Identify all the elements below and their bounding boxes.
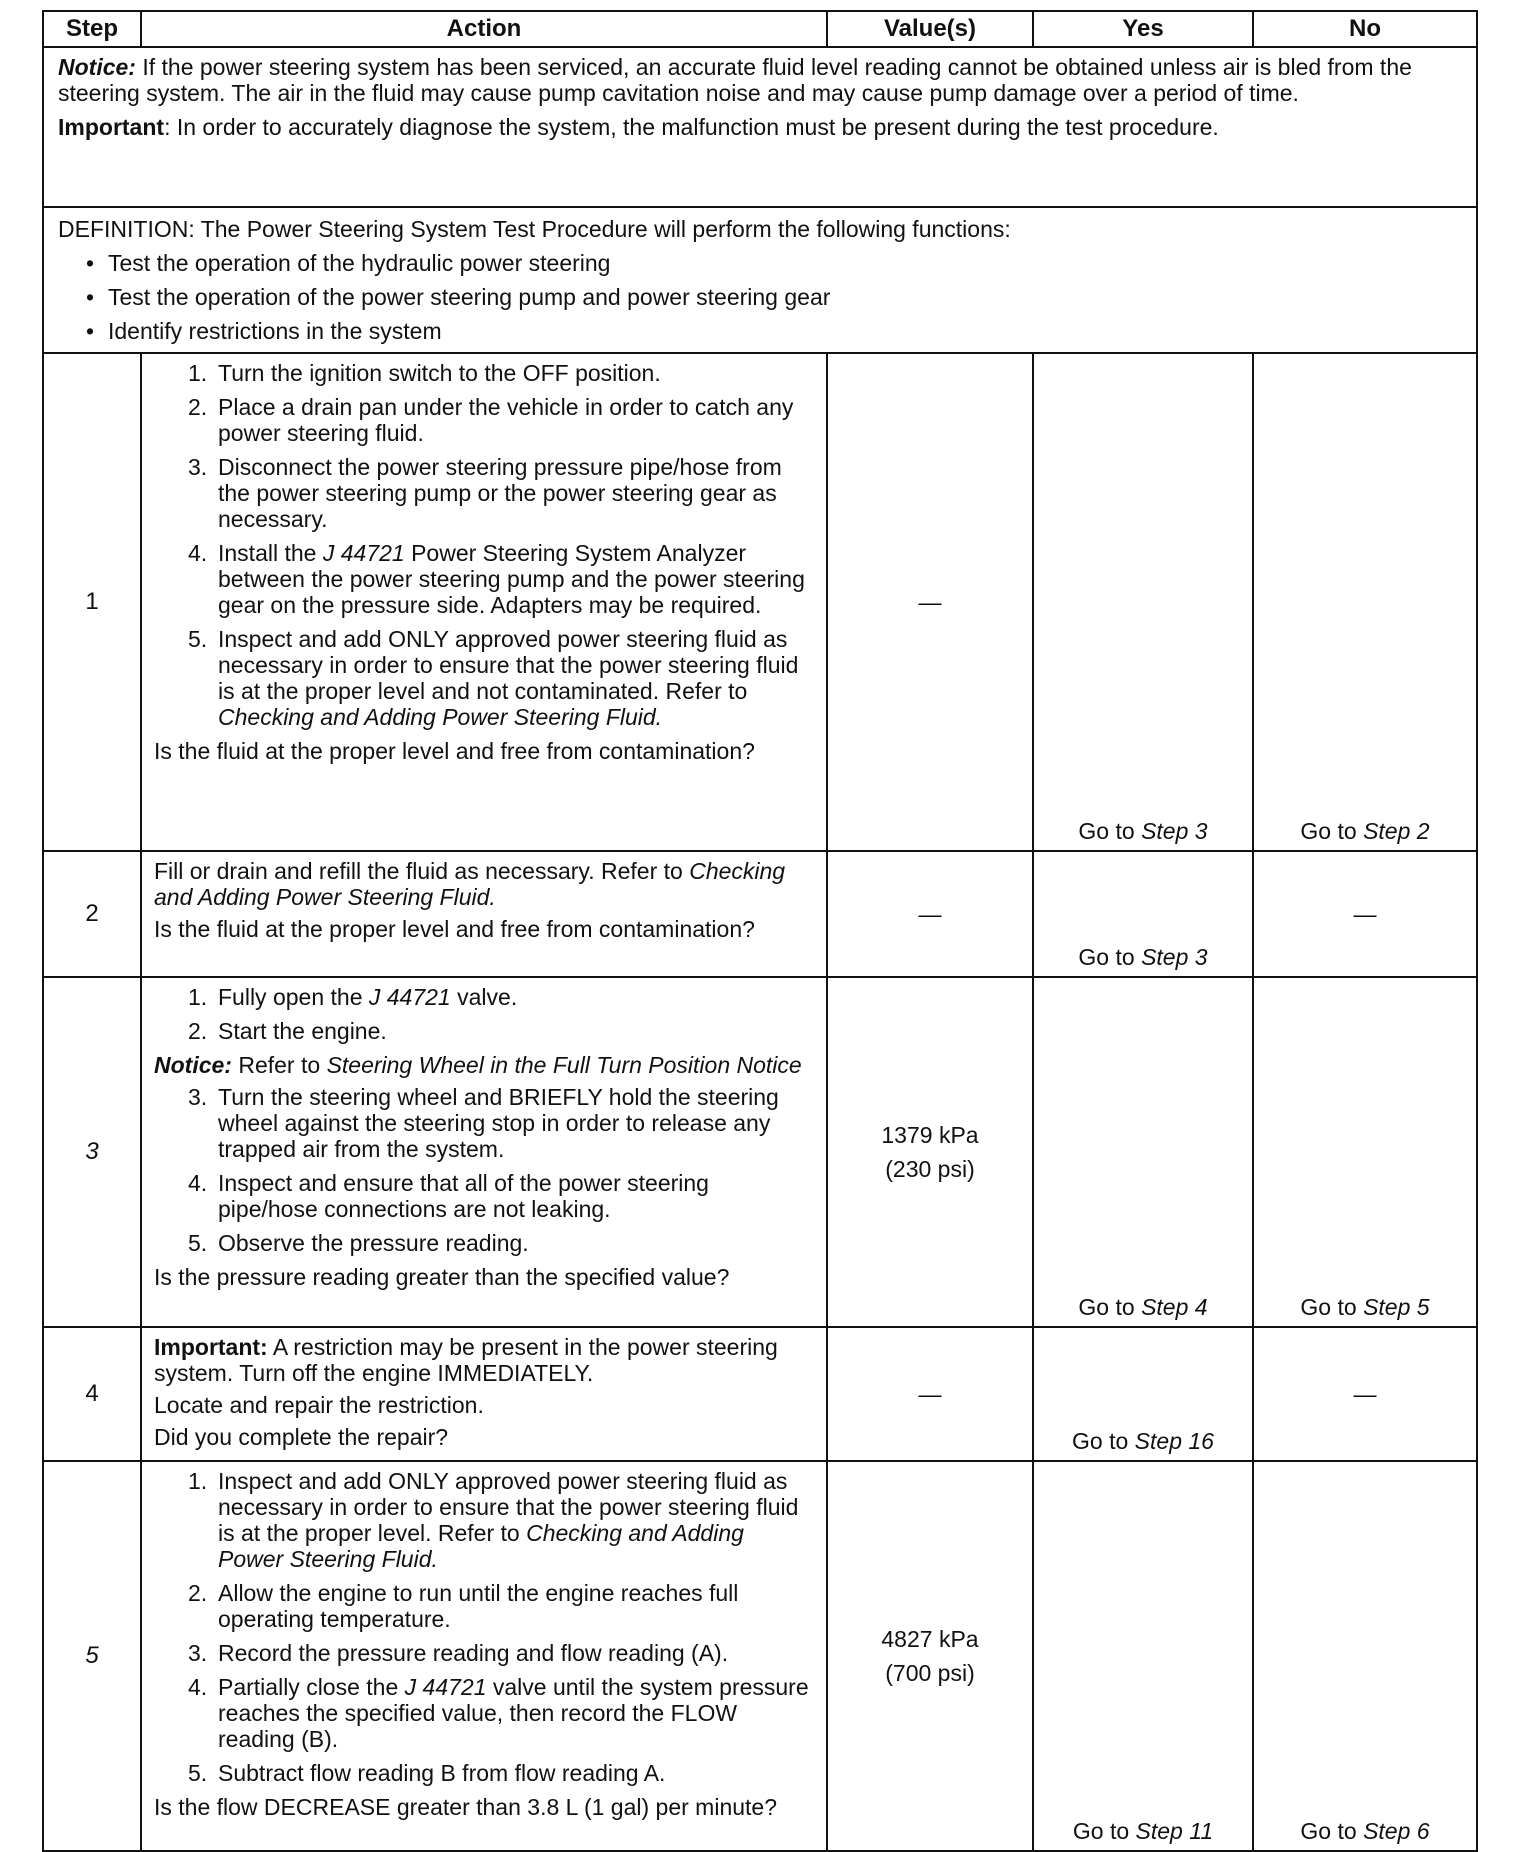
- diagnostic-table: [42, 10, 1478, 1852]
- step-row-2: [43, 851, 1477, 977]
- instruction-item: 3. Disconnect the power steering pressure pipe/hose from the power steering pump or the power steering gear as necessary.: [188, 454, 782, 532]
- yes-step-link[interactable]: Step 11: [1135, 1818, 1214, 1844]
- step-question: Is the pressure reading greater than the specified value?: [154, 1264, 730, 1290]
- step-row-4: [43, 1327, 1477, 1461]
- notice-row: [43, 47, 1477, 207]
- yes-step-link[interactable]: Step 16: [1134, 1428, 1214, 1454]
- step-row-5: [43, 1461, 1477, 1851]
- instruction-item: 1. Turn the ignition switch to the OFF position.: [188, 360, 661, 386]
- instruction-item: 4. Partially close the J 44721 valve until the system pressure reaches the specified value, then record the FLOW reading (B).: [188, 1674, 809, 1752]
- no-step-link[interactable]: Step 6: [1363, 1818, 1430, 1844]
- step-text: Locate and repair the restriction.: [154, 1392, 484, 1418]
- definition-text: DEFINITION: The Power Steering System Test Procedure will perform the following functions:: [58, 216, 1011, 242]
- step-number: 5: [43, 1461, 141, 1851]
- step-action: [141, 1461, 827, 1851]
- notice-paragraph: [58, 54, 1462, 106]
- value-imperial: (230 psi): [885, 1156, 975, 1182]
- procedure-reference: Steering Wheel in the Full Turn Position Notice: [326, 1052, 802, 1078]
- value-metric: 4827 kPa: [881, 1626, 979, 1652]
- step-row-1: [43, 353, 1477, 851]
- procedure-reference: Checking and Adding Power Steering Fluid.: [154, 858, 786, 910]
- header-values: Value(s): [827, 11, 1033, 47]
- step-action: [141, 1327, 827, 1461]
- definition-bullet: • Test the operation of the hydraulic power steering: [86, 250, 1462, 276]
- header-no: No: [1253, 11, 1477, 47]
- step-question: Did you complete the repair?: [154, 1424, 449, 1450]
- yes-step-link[interactable]: Step 4: [1141, 1294, 1208, 1320]
- instruction-list: [188, 1084, 814, 1256]
- step-notice: Notice: Refer to Steering Wheel in the Full Turn Position Notice: [154, 1052, 802, 1078]
- instruction-item: 3. Record the pressure reading and flow reading (A).: [188, 1640, 729, 1666]
- tool-reference: J 44721: [368, 984, 451, 1010]
- instruction-item: 1. Fully open the J 44721 valve.: [188, 984, 518, 1010]
- step-question: Is the flow DECREASE greater than 3.8 L (1 gal) per minute?: [154, 1794, 778, 1820]
- instruction-item: 4. Inspect and ensure that all of the power steering pipe/hose connections are not leaking.: [188, 1170, 709, 1222]
- header-step: Step: [43, 11, 141, 47]
- instruction-item: 5. Observe the pressure reading.: [188, 1230, 529, 1256]
- instruction-item: 1. Inspect and add ONLY approved power steering fluid as necessary in order to ensure that the power steering fluid is at the proper level. Refer to Checking and Adding Power Steering Fluid.: [188, 1468, 799, 1572]
- value-metric: 1379 kPa: [881, 1122, 979, 1148]
- step-action: [141, 977, 827, 1327]
- step-value: —: [827, 1327, 1033, 1461]
- definition-row: [43, 207, 1477, 353]
- notice-cell: [43, 47, 1477, 207]
- step-number: 4: [43, 1327, 141, 1461]
- no-cell: Go to Step 5: [1253, 977, 1477, 1327]
- step-value: —: [827, 353, 1033, 851]
- yes-cell: Go to Step 16: [1033, 1327, 1253, 1461]
- yes-step-link[interactable]: Step 3: [1141, 818, 1208, 844]
- instruction-item: 3. Turn the steering wheel and BRIEFLY hold the steering wheel against the steering stop in order to release any trapped air from the system.: [188, 1084, 779, 1162]
- yes-cell: Go to Step 11: [1033, 1461, 1253, 1851]
- step-value: [827, 977, 1033, 1327]
- instruction-list: [188, 1468, 814, 1786]
- step-number: 1: [43, 353, 141, 851]
- important-label: Important: [58, 114, 165, 140]
- definition-list: [86, 250, 1462, 344]
- header-action: Action: [141, 11, 827, 47]
- instruction-item: 2. Place a drain pan under the vehicle in order to catch any power steering fluid.: [188, 394, 794, 446]
- value-imperial: (700 psi): [885, 1660, 975, 1686]
- step-text: Fill or drain and refill the fluid as necessary. Refer to Checking and Adding Power Steering Fluid.: [154, 858, 786, 910]
- definition-bullet: • Identify restrictions in the system: [86, 318, 1462, 344]
- definition-cell: [43, 207, 1477, 353]
- important-text: : In order to accurately diagnose the system, the malfunction must be present during the test procedure.: [164, 114, 1219, 140]
- step-question: Is the fluid at the proper level and free from contamination?: [154, 916, 755, 942]
- instruction-item: 5. Inspect and add ONLY approved power steering fluid as necessary in order to ensure that the power steering fluid is at the proper level and not contaminated. Refer to Checking and Adding Power Steering Fluid.: [188, 626, 799, 730]
- notice-text: If the power steering system has been serviced, an accurate fluid level reading cannot be obtained unless air is bled from the steering system. The air in the fluid may cause pump cavitation noise and may cause pump damage over a period of time.: [58, 54, 1412, 106]
- instruction-list: [188, 360, 814, 730]
- step-important: Important: A restriction may be present in the power steering system. Turn off the engine IMMEDIATELY.: [154, 1334, 778, 1386]
- yes-cell: Go to Step 3: [1033, 353, 1253, 851]
- no-step-link[interactable]: Step 5: [1363, 1294, 1430, 1320]
- definition-bullet: • Test the operation of the power steering pump and power steering gear: [86, 284, 1462, 310]
- no-step-link[interactable]: Step 2: [1363, 818, 1430, 844]
- step-number: 2: [43, 851, 141, 977]
- no-cell: Go to Step 6: [1253, 1461, 1477, 1851]
- step-number: 3: [43, 977, 141, 1327]
- step-row-3: [43, 977, 1477, 1327]
- procedure-reference: Checking and Adding Power Steering Fluid.: [218, 704, 663, 730]
- yes-cell: Go to Step 4: [1033, 977, 1253, 1327]
- yes-cell: Go to Step 3: [1033, 851, 1253, 977]
- step-action: [141, 851, 827, 977]
- notice-label: Notice:: [154, 1052, 232, 1078]
- tool-reference: J 44721: [404, 1674, 487, 1700]
- step-value: [827, 1461, 1033, 1851]
- no-cell: Go to Step 2: [1253, 353, 1477, 851]
- notice-label: Notice:: [58, 54, 136, 80]
- instruction-item: 4. Install the J 44721 Power Steering System Analyzer between the power steering pump and the power steering gear on the pressure side. Adapters may be required.: [188, 540, 805, 618]
- instruction-list: [188, 984, 814, 1044]
- no-cell: —: [1253, 851, 1477, 977]
- instruction-item: 5. Subtract flow reading B from flow reading A.: [188, 1760, 666, 1786]
- instruction-item: 2. Allow the engine to run until the engine reaches full operating temperature.: [188, 1580, 739, 1632]
- important-paragraph: [58, 114, 1462, 140]
- procedure-reference: Checking and Adding Power Steering Fluid.: [218, 1520, 744, 1572]
- step-value: —: [827, 851, 1033, 977]
- yes-step-link[interactable]: Step 3: [1141, 944, 1208, 970]
- header-yes: Yes: [1033, 11, 1253, 47]
- step-question: Is the fluid at the proper level and free from contamination?: [154, 738, 755, 764]
- header-row: [43, 11, 1477, 47]
- step-action: [141, 353, 827, 851]
- tool-reference: J 44721: [322, 540, 405, 566]
- no-cell: —: [1253, 1327, 1477, 1461]
- instruction-item: 2. Start the engine.: [188, 1018, 387, 1044]
- important-label: Important:: [154, 1334, 268, 1360]
